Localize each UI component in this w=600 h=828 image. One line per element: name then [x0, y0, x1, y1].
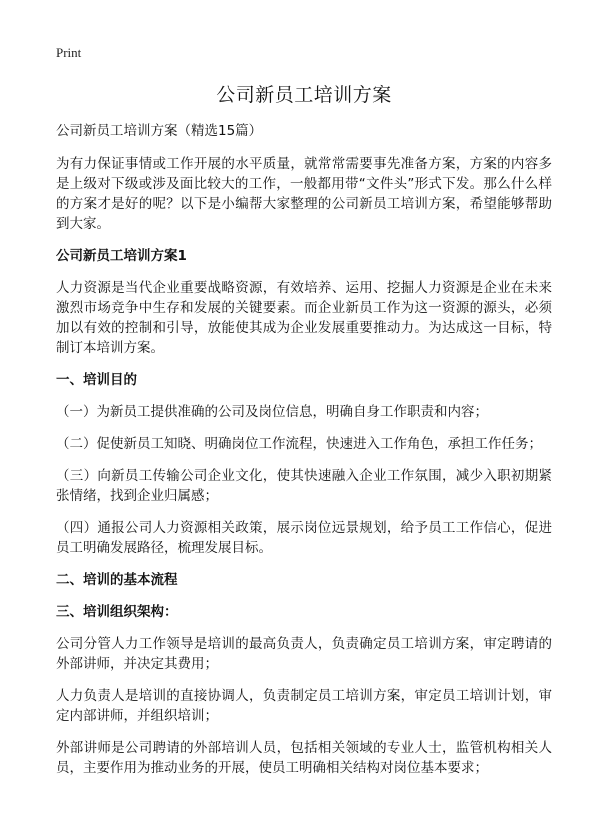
- document-body: [56, 121, 552, 790]
- org-heading: 三、培训组织架构：: [56, 604, 178, 620]
- goal-item: （一）为新员工提供准确的公司及岗位信息，明确自身工作职责和内容；: [56, 404, 488, 420]
- document-subtitle: 公司新员工培训方案（精选15篇）: [56, 123, 263, 139]
- page-title: 公司新员工培训方案: [216, 84, 392, 106]
- goal-item: （三）向新员工传输公司企业文化，使其快速融入企业工作氛围，减少入职初期紧张情绪，找到企业归属感；: [56, 468, 552, 504]
- print-link[interactable]: Print: [56, 45, 82, 60]
- section-paragraph: 人力资源是当代企业重要战略资源，有效培养、运用、挖掘人力资源是企业在未来激烈市场竞争中生存和发展的关键要素。而企业新员工作为这一资源的源头，必须加以有效的控制和引导，放能使其成为企业发展重要推动力。为达成这一目标，特制订本培训方案。: [56, 280, 552, 356]
- goal-item: （四）通报公司人力资源相关政策，展示岗位远景规划，给予员工工作信心，促进员工明确发展路径，梳理发展目标。: [56, 520, 552, 556]
- org-paragraph: 外部讲师是公司聘请的外部培训人员，包括相关领域的专业人士，监管机构相关人员，主要作用为推动业务的开展，使员工明确相关结构对岗位基本要求；: [56, 740, 552, 776]
- goal-heading: 一、培训目的: [56, 372, 137, 388]
- goal-item: （二）促使新员工知晓、明确岗位工作流程，快速进入工作角色，承担工作任务；: [56, 436, 542, 452]
- process-heading: 二、培训的基本流程: [56, 572, 178, 588]
- section-heading: 公司新员工培训方案1: [56, 248, 187, 264]
- intro-paragraph: 为有力保证事情或工作开展的水平质量，就常常需要事先准备方案，方案的内容多是上级对下级或涉及面比较大的工作，一般都用带“文件头”形式下发。那么什么样的方案才是好的呢？以下是小编帮大家整理的公司新员工培训方案，希望能够帮助到大家。: [56, 156, 552, 232]
- org-paragraph: 公司分管人力工作领导是培训的最高负责人，负责确定员工培训方案，审定聘请的外部讲师，并决定其费用；: [56, 636, 552, 672]
- org-paragraph: 人力负责人是培训的直接协调人，负责制定员工培训方案，审定员工培训计划，审定内部讲师，并组织培训；: [56, 688, 552, 724]
